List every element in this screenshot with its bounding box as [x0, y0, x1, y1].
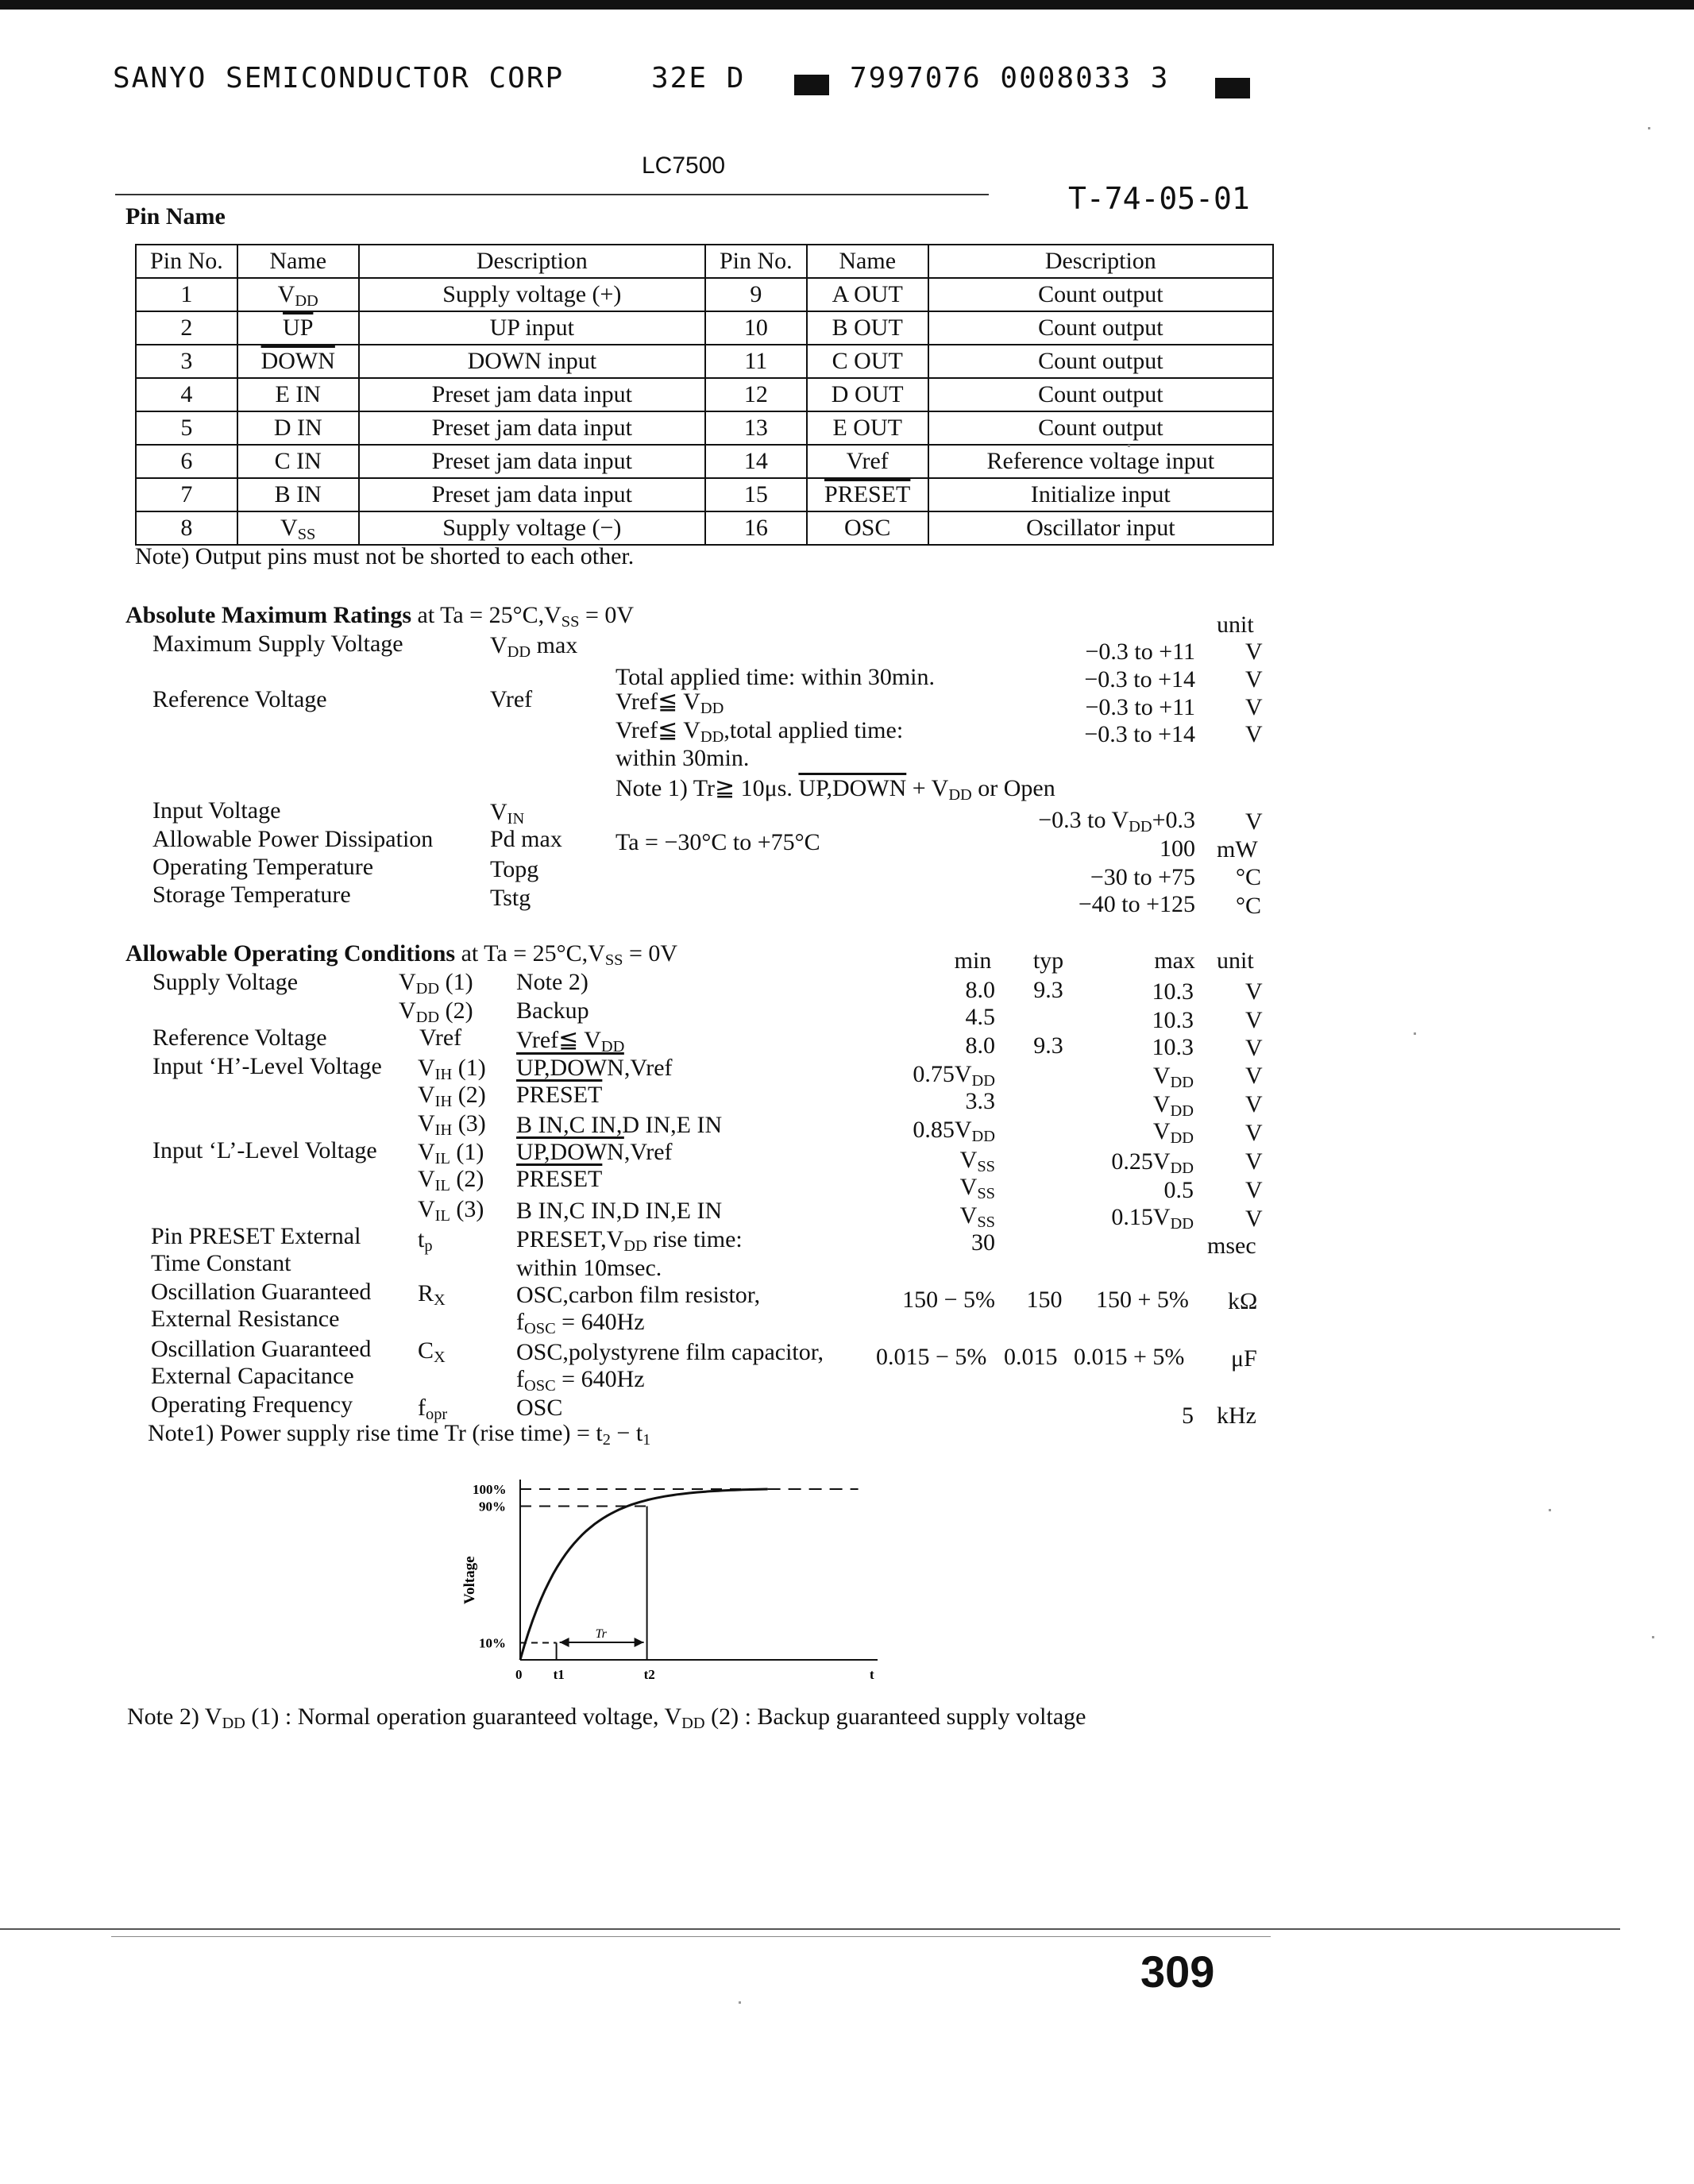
op-vdd2-min: 4.5 [965, 1004, 995, 1030]
op-ref-min: 8.0 [965, 1032, 995, 1059]
op-cx-cond-2: $f_{OSC} = 640Hz$ [516, 1366, 645, 1395]
op-vih-label: Input ‘H’-Level Voltage [152, 1053, 382, 1079]
pin-desc: Preset jam data input [359, 478, 705, 511]
op-rx-max: 150 + 5% [1096, 1287, 1189, 1313]
op-ref-symbol: Vref [419, 1024, 462, 1051]
op-rx-label-1: Oscillation Guaranteed [151, 1279, 372, 1305]
op-col-unit: unit [1217, 947, 1254, 974]
abs-topg-value: −30 to +75 [1090, 864, 1195, 890]
rise-time-chart [453, 1461, 897, 1692]
op-cx-max: 0.015 + 5% [1074, 1344, 1185, 1370]
pin-desc: Preset jam data input [359, 411, 705, 445]
unit: V [1245, 1007, 1263, 1033]
header-block-1 [794, 75, 829, 95]
unit: V [1245, 808, 1263, 835]
unit: °C [1236, 864, 1262, 890]
pin-name: $V_{SS}$ [237, 511, 359, 545]
op-vil-label: Input ‘L’-Level Voltage [152, 1137, 377, 1163]
op-vih3-symbol: $V_{IH}$ (3) [418, 1110, 486, 1140]
op-tp-label-2: Time Constant [151, 1250, 291, 1276]
op-fopr-symbol: $f_{opr}$ [418, 1395, 448, 1424]
unit: V [1245, 1148, 1263, 1175]
abs-ref-symbol: Vref [490, 686, 533, 712]
unit: V [1245, 1120, 1263, 1146]
pin-name: E IN [237, 378, 359, 411]
op-ref-typ: 9.3 [1033, 1032, 1063, 1059]
chart-tr-arrowhead-right [635, 1638, 644, 1647]
op-vil3-symbol: $V_{IL}$ (3) [418, 1196, 484, 1225]
op-vih2-max: $V_{DD}$ [1152, 1091, 1194, 1121]
pin-name: C IN [237, 445, 359, 478]
col-header: Description [359, 245, 705, 278]
unit: V [1245, 694, 1263, 720]
table-row [136, 478, 1273, 511]
pin-note: Note) Output pins must not be shorted to each other. [135, 543, 635, 569]
pin-desc: Preset jam data input [359, 445, 705, 478]
pin-name: C OUT [807, 345, 928, 378]
unit: V [1245, 978, 1263, 1005]
table-row [136, 378, 1273, 411]
top-edge-bar [0, 0, 1694, 10]
scan-speck [1414, 1032, 1416, 1035]
op-tp-label-1: Pin PRESET External [151, 1223, 361, 1249]
op-cx-label-2: External Capacitance [151, 1363, 354, 1389]
op-vdd2-symbol: $V_{DD}$ (2) [399, 997, 473, 1027]
abs-ref-value-3: −0.3 to +14 [1084, 721, 1195, 747]
op-col-min: min [954, 947, 992, 974]
op-col-max: max [1154, 947, 1195, 974]
chart-xtick-t2: t2 [643, 1667, 655, 1682]
header-code-2: 7997076 0008033 3 [850, 62, 1170, 95]
pin-name: Vref [807, 445, 928, 478]
table-row [136, 278, 1273, 311]
pin-no: 13 [705, 411, 807, 445]
abs-input-value: −0.3 to $V_{DD}+0.3$ [1038, 807, 1195, 836]
op-rx-min: 150 − 5% [902, 1287, 995, 1313]
op-cx-label-1: Oscillation Guaranteed [151, 1336, 372, 1362]
op-vil1-symbol: $V_{IL}$ (1) [418, 1139, 484, 1168]
op-rx-cond-2: $f_{OSC} = 640Hz$ [516, 1309, 645, 1338]
chart-ytick-10: 10% [479, 1635, 506, 1651]
abs-pd-symbol: Pd max [490, 826, 562, 852]
op-supply-label: Supply Voltage [152, 969, 299, 995]
op-vih3-cond: B IN,C IN,D IN,E IN [516, 1112, 723, 1138]
abs-input-label: Input Voltage [152, 797, 281, 824]
unit: mW [1217, 836, 1258, 862]
pin-no: 1 [136, 278, 237, 311]
unit: V [1245, 1091, 1263, 1117]
abs-input-symbol: $V_{IN}$ [490, 799, 525, 828]
abs-ref-label: Reference Voltage [152, 686, 327, 712]
abs-tstg-symbol: Tstg [490, 885, 531, 911]
abs-ref-cond-2: Vref≦ $V_{DD}$ [615, 689, 724, 718]
op-vil2-max: 0.5 [1163, 1177, 1194, 1203]
chart-series-line [520, 1489, 768, 1660]
abs-topg-symbol: Topg [490, 856, 539, 882]
scan-speck [1652, 1636, 1654, 1638]
header-block-2 [1215, 78, 1250, 98]
chart-ytick-90: 90% [479, 1499, 506, 1515]
op-fopr-label: Operating Frequency [151, 1391, 353, 1418]
col-header: Description [928, 245, 1273, 278]
page-number: 309 [1140, 1947, 1215, 1997]
op-tp-cond-1: $PRESET,V_{DD}$ rise time: [516, 1226, 743, 1256]
op-rx-label-2: External Resistance [151, 1306, 340, 1332]
abs-topg-label: Operating Temperature [152, 854, 374, 880]
abs-supply-symbol: $V_{DD}$ max [490, 632, 578, 662]
col-header: Name [237, 245, 359, 278]
document-number: T-74-05-01 [1068, 181, 1250, 216]
pin-table-header [136, 245, 1273, 278]
table-row [136, 345, 1273, 378]
chart-annotation-tr: Tr [595, 1627, 607, 1641]
abs-ref-cond-3b: within 30min. [615, 745, 750, 771]
pin-desc: Count output [928, 311, 1273, 345]
pin-no: 6 [136, 445, 237, 478]
op-vih1-min: $0.75V_{DD}$ [913, 1061, 995, 1090]
op-fopr-cond: OSC [516, 1395, 563, 1421]
op-col-typ: typ [1032, 947, 1064, 974]
pin-desc: Oscillator input [928, 511, 1273, 545]
op-vdd1-symbol: $V_{DD}$ (1) [399, 969, 473, 998]
op-vil3-cond: B IN,C IN,D IN,E IN [516, 1198, 723, 1224]
unit: V [1245, 1177, 1263, 1203]
unit: V [1245, 1035, 1263, 1061]
op-cx-symbol: $C_X$ [418, 1337, 446, 1367]
op-vih3-max: $V_{DD}$ [1152, 1118, 1194, 1148]
abs-unit-header: unit [1217, 612, 1254, 638]
op-tp-symbol: $t_p$ [418, 1226, 433, 1256]
op-vih1-symbol: $V_{IH}$ (1) [418, 1055, 486, 1084]
abs-ref-value-2: −0.3 to +11 [1085, 694, 1195, 720]
op-vdd1-min: 8.0 [965, 977, 995, 1003]
pin-name: B IN [237, 478, 359, 511]
footer-rule-thin [111, 1936, 1271, 1937]
op-vil1-max: $0.25V_{DD}$ [1111, 1148, 1194, 1178]
pin-name: OSC [807, 511, 928, 545]
pin-name: D OUT [807, 378, 928, 411]
pin-table [135, 244, 1274, 546]
chart-tr-arrowhead-left [560, 1638, 569, 1647]
op-note-1: Note1) Power supply rise time Tr (rise time) = $t_2 - t_1$ [148, 1420, 651, 1449]
unit: V [1245, 639, 1263, 665]
scan-speck [1648, 127, 1650, 129]
pin-desc: Count output [928, 378, 1273, 411]
op-vdd2-max: 10.3 [1152, 1007, 1194, 1033]
pin-desc: Count output [928, 345, 1273, 378]
pin-no: 10 [705, 311, 807, 345]
op-vil2-cond: PRESET [516, 1166, 603, 1192]
op-vil3-min: $V_{SS}$ [959, 1202, 995, 1232]
op-cx-unit: μF [1231, 1345, 1257, 1372]
chart-xtick-t1: t1 [553, 1667, 565, 1682]
op-tp-unit: msec [1207, 1233, 1256, 1259]
table-row [136, 445, 1273, 478]
pin-desc: UP input [359, 311, 705, 345]
pin-no: 9 [705, 278, 807, 311]
header-code-1: 32E D [651, 62, 746, 95]
pin-desc: Count output [928, 411, 1273, 445]
op-cx-min: 0.015 − 5% [876, 1344, 987, 1370]
unit: V [1245, 1063, 1263, 1089]
pin-name: E OUT [807, 411, 928, 445]
pin-no: 15 [705, 478, 807, 511]
note-2: Note 2) $V_{DD}$ (1) : Normal operation guaranteed voltage, $V_{DD}$ (2) : Backup guaranteed supply voltage [127, 1704, 1086, 1733]
pin-desc: Count output [928, 278, 1273, 311]
pin-desc: Supply voltage (−) [359, 511, 705, 545]
op-rx-cond-1: OSC,carbon film resistor, [516, 1282, 761, 1308]
abs-supply-label: Maximum Supply Voltage [152, 631, 403, 657]
col-header: Name [807, 245, 928, 278]
op-vdd2-cond: Backup [516, 997, 589, 1024]
abs-ref-cond-1: Total applied time: within 30min. [615, 664, 936, 690]
op-ref-max: 10.3 [1152, 1034, 1194, 1060]
part-number: LC7500 [642, 152, 726, 179]
op-vil1-cond: UP,DOWN,Vref [516, 1139, 673, 1165]
table-row [136, 411, 1273, 445]
op-vil2-symbol: $V_{IL}$ (2) [418, 1166, 484, 1195]
pin-name: PRESET [807, 478, 928, 511]
scan-speck [1549, 1509, 1551, 1511]
op-vih2-cond: PRESET [516, 1082, 603, 1108]
pin-name: D IN [237, 411, 359, 445]
op-fopr-max: 5 [1182, 1403, 1194, 1429]
abs-ref-value-1: −0.3 to +14 [1084, 666, 1195, 693]
col-header: Pin No. [705, 245, 807, 278]
pin-desc: Reference voltage input [928, 445, 1273, 478]
abs-tstg-value: −40 to +125 [1078, 891, 1195, 917]
footer-rule [0, 1928, 1620, 1930]
pin-desc: Initialize input [928, 478, 1273, 511]
abs-pd-label: Allowable Power Dissipation [152, 826, 434, 852]
op-vil2-min: $V_{SS}$ [959, 1174, 995, 1203]
abs-ref-cond-3: Vref≦ $V_{DD},total$ applied time: [615, 717, 904, 747]
op-tp-min: 30 [971, 1229, 995, 1256]
unit: V [1245, 1206, 1263, 1232]
pin-desc: DOWN input [359, 345, 705, 378]
op-rx-unit: kΩ [1228, 1288, 1258, 1314]
op-fopr-unit: kHz [1217, 1403, 1256, 1429]
chart-xtick-0: 0 [515, 1667, 523, 1682]
pin-name: A OUT [807, 278, 928, 311]
pin-no: 2 [136, 311, 237, 345]
abs-pd-value: 100 [1160, 835, 1195, 862]
op-vdd1-cond: Note 2) [516, 969, 588, 995]
op-heading: Allowable Operating Conditions at $Ta = 25^\circ C,V_{SS} = 0V$ [125, 940, 678, 970]
op-cx-cond-1: OSC,polystyrene film capacitor, [516, 1339, 824, 1365]
pin-no: 5 [136, 411, 237, 445]
unit: V [1245, 666, 1263, 693]
abs-note-1: Note 1) Tr≧ 10μs. UP,DOWN + $V_{DD}$ or Open [615, 775, 1055, 805]
pin-no: 3 [136, 345, 237, 378]
op-vih3-min: $0.85V_{DD}$ [913, 1117, 995, 1146]
op-vih1-max: $V_{DD}$ [1152, 1063, 1194, 1092]
pin-name: DOWN [237, 345, 359, 378]
op-vih2-min: 3.3 [965, 1088, 995, 1114]
chart-ylabel: Voltage [461, 1556, 478, 1604]
scan-speck [739, 2001, 741, 2004]
table-row [136, 311, 1273, 345]
abs-pd-cond: Ta = −30°C to +75°C [615, 829, 820, 855]
pin-no: 12 [705, 378, 807, 411]
pin-name: $\overline{UP}$ [237, 311, 359, 345]
op-vdd1-typ: 9.3 [1033, 977, 1063, 1003]
op-tp-cond-2: within 10msec. [516, 1255, 662, 1281]
pin-no: 11 [705, 345, 807, 378]
abs-supply-value: −0.3 to +11 [1085, 639, 1195, 665]
abs-tstg-label: Storage Temperature [152, 882, 351, 908]
chart-xtick-t: t [870, 1667, 874, 1682]
op-ref-cond: Vref≦ $V_{DD}$ [516, 1027, 625, 1056]
scan-speck [1128, 445, 1130, 447]
table-row [136, 511, 1273, 545]
pin-no: 8 [136, 511, 237, 545]
op-vih2-symbol: $V_{IH}$ (2) [418, 1082, 486, 1111]
pin-name: $V_{DD}$ [237, 278, 359, 311]
op-cx-typ: 0.015 [1004, 1344, 1058, 1370]
op-vil1-min: $V_{SS}$ [959, 1147, 995, 1176]
op-rx-typ: 150 [1026, 1287, 1063, 1313]
unit: V [1245, 721, 1263, 747]
pin-name-title: Pin Name [125, 203, 226, 230]
pin-desc: Preset jam data input [359, 378, 705, 411]
pin-no: 7 [136, 478, 237, 511]
pin-name: B OUT [807, 311, 928, 345]
pin-no: 4 [136, 378, 237, 411]
pin-no: 14 [705, 445, 807, 478]
col-header: Pin No. [136, 245, 237, 278]
pin-no: 16 [705, 511, 807, 545]
unit: °C [1236, 893, 1262, 919]
op-rx-symbol: $R_X$ [418, 1280, 446, 1310]
op-vdd1-max: 10.3 [1152, 978, 1194, 1005]
company-name: SANYO SEMICONDUCTOR CORP [113, 62, 565, 95]
op-ref-label: Reference Voltage [152, 1024, 327, 1051]
op-vih1-cond: UP,DOWN,Vref [516, 1055, 673, 1081]
pin-desc: Supply voltage (+) [359, 278, 705, 311]
header-rule [115, 194, 989, 195]
abs-max-heading: Absolute Maximum Ratings at $Ta = 25^\circ C,V_{SS} = 0V$ [125, 602, 635, 631]
chart-ytick-100: 100% [473, 1482, 507, 1497]
op-vil3-max: $0.15V_{DD}$ [1111, 1204, 1194, 1233]
